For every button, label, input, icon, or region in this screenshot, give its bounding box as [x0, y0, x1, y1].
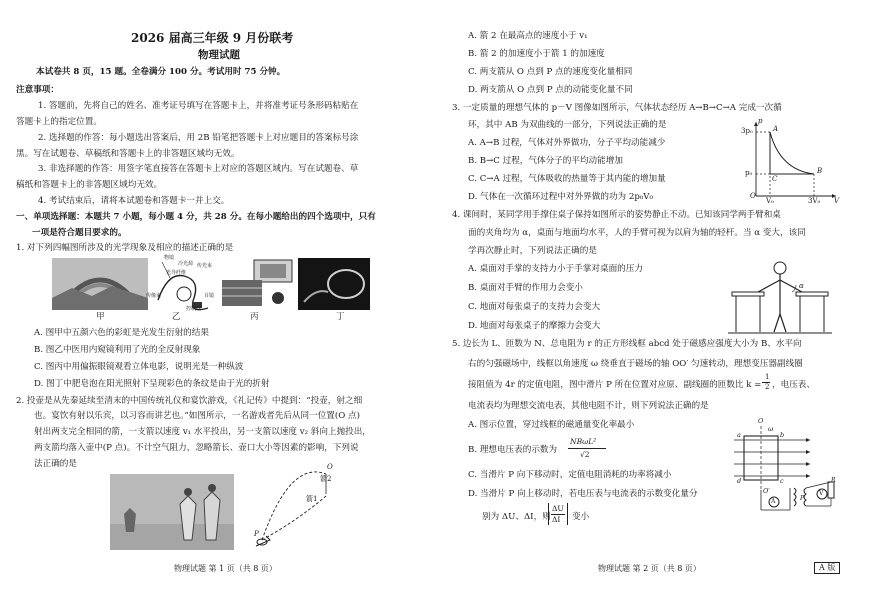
abs-numerator: ΔU [552, 504, 564, 513]
soap-bubble-image [298, 258, 370, 310]
note-line: 黑。写在试题卷、草稿纸和答题卡上的非答题区域均无效。 [16, 149, 240, 159]
x-tick-v0: V₀ [766, 197, 774, 205]
3d-cinema-image [218, 258, 294, 310]
q5-option-d-cont: 别为 ΔU、ΔI，则 [482, 512, 551, 522]
note-line: 答题卡上的指定位置。 [16, 117, 102, 127]
q4-line: 面的夹角均为 α，桌面与地面均水平，人的手臂可视为以肩为轴的轻杆。当 α 变大，该同 [468, 228, 806, 238]
circuit-label: d [737, 477, 742, 485]
q4-option-c: C. 地面对每张桌子的支持力会变大 [468, 302, 601, 312]
q5-line: 电流表均为理想交流电表，其他电阻不计，则下列说法正确的是 [468, 401, 709, 411]
q1-option-d: D. 图丁中肥皂泡在阳光照射下呈现彩色的条纹是由于光的折射 [34, 379, 270, 389]
point-a-label: A [773, 125, 779, 133]
point-c-label: C [772, 175, 778, 183]
voltmeter-symbol: V [819, 490, 824, 497]
b-denominator: √2 [580, 450, 590, 459]
q2-option-d: D. 两支箭从 O 点到 P 点的动能变化量不同 [468, 85, 633, 95]
q3-option-c: C. C→A 过程，气体吸收的热量等于其内能的增加量 [468, 174, 666, 184]
q5-option-d-tail: 变小 [572, 512, 590, 522]
circuit-label: a [737, 431, 741, 439]
q2-option-c: C. 两支箭从 O 点到 P 点的速度变化量相同 [468, 67, 633, 77]
circuit-label: O′ [763, 487, 770, 495]
abs-bar-right [567, 503, 569, 525]
q2-line: 法正确的是 [34, 459, 77, 469]
endoscope-label: 控制线 [186, 306, 202, 312]
abs-bar-left [548, 503, 550, 525]
circuit-label: O [758, 417, 764, 425]
q5-line: 右的匀强磁场中，线框以角速度 ω 绕垂直于磁场的轴 OO′ 匀速转动，理想变压器副线圈 [468, 359, 803, 369]
endoscope-label: 冷光源 [178, 261, 194, 267]
fig-label-c: 丙 [250, 312, 259, 322]
q3-line: 环，其中 AB 为双曲线的一部分，下列说法正确的是 [468, 120, 667, 130]
note-line: 1. 答题前，先将自己的姓名、准考证号填写在答题卡上，并将准考证号条形码粘贴在 [38, 101, 359, 111]
arrow-2-label: 箭2 [320, 475, 332, 483]
q2-option-a: A. 箭 2 在最高点的速度小于 v₁ [468, 31, 588, 41]
slider-label: P [800, 495, 805, 502]
k-numerator: 1 [765, 373, 770, 381]
endoscope-label: 物镜 [164, 255, 175, 261]
exam-subtitle: 物理试题 [198, 49, 240, 61]
section-heading: 一、单项选择题：本题共 7 小题，每小题 4 分，共 28 分。在每小题给出的四个选项中，只有 [16, 212, 376, 222]
axis-v-label: V [834, 197, 840, 205]
student-tables-figure [728, 258, 832, 334]
b-fraction-bar [568, 448, 606, 449]
endoscope-label: 传光束 [197, 263, 213, 269]
circuit-label: b [780, 431, 785, 439]
page-2-footer: 物理试题 第 2 页（共 8 页） [598, 564, 701, 573]
question-1-stem: 1. 对下列四幅图所涉及的光学现象及相应的描述正确的是 [16, 243, 234, 253]
note-line: 稿纸和答题卡上的非答题区域均无效。 [16, 180, 163, 190]
touhu-painting [110, 474, 234, 550]
abs-denominator: ΔI [552, 515, 561, 524]
q4-line: 学再次静止时，下列说法正确的是 [468, 246, 597, 256]
q5-option-d: D. 当滑片 P 向上移动时，若电压表与电流表的示数变化量分 [468, 489, 698, 499]
rainbow-image [52, 258, 148, 310]
q2-line: 射出两支完全相同的箭，一支箭以速度 v₁ 水平投出，另一支箭以速度 v₂ 斜向上抛投出， [34, 427, 371, 437]
arrow-1-label: 箭1 [306, 495, 318, 503]
y-tick-p0: p₀ [745, 169, 753, 177]
note-line: 3. 非选择题的作答：用签字笔直接答在答题卡上对应的答题区域内。写在试题卷、草 [38, 164, 359, 174]
q1-option-b: B. 图乙中医用内窥镜利用了光的全反射现象 [34, 345, 201, 355]
q5-line-tail: ，电压表、 [772, 380, 815, 390]
ammeter-symbol: A [771, 498, 776, 505]
exam-intro: 本试卷共 8 页，15 题。全卷满分 100 分。考试用时 75 分钟。 [36, 67, 286, 77]
q4-option-a: A. 桌面对手掌的支持力小于手掌对桌面的压力 [468, 264, 643, 274]
section-heading-cont: 一项是符合题目要求的。 [32, 228, 127, 238]
q2-option-b: B. 箭 2 的加速度小于箭 1 的加速度 [468, 49, 605, 59]
q3-line: 3. 一定质量的理想气体的 p－V 图像如图所示，气体状态经历 A→B→C→A 完成一次循 [452, 103, 782, 113]
point-o-label: O [327, 463, 333, 471]
q4-option-d: D. 地面对每张桌子的摩擦力会变大 [468, 321, 601, 331]
note-line: 2. 选择题的作答：每小题选出答案后，用 2B 铅笔把答题卡上对应题目的答案标号涂 [38, 133, 359, 143]
generator-transformer-diagram [730, 418, 840, 518]
y-tick-3p0: 3p₀ [741, 127, 753, 135]
axis-p-label: p [758, 117, 763, 125]
x-tick-3v0: 3V₀ [808, 197, 821, 205]
point-b-label: B [817, 167, 823, 175]
q2-line: 两支箭均落入壶中(P 点)。不计空气阻力，忽略箭长、壶口大小等因素的影响，下列说 [34, 443, 359, 453]
point-p-label: P [254, 530, 259, 538]
q4-line: 4. 课间时，某同学用手撑住桌子保持如图所示的姿势静止不动。已知该同学两手臂和桌 [452, 210, 781, 220]
q5-line: 5. 边长为 L、匝数为 N、总电阻为 r 的正方形线框 abcd 处于磁感应强度大小为 B、水平向 [452, 339, 802, 349]
angle-alpha-label: α [799, 282, 804, 290]
version-badge: A 版 [814, 562, 840, 574]
q1-option-a: A. 图甲中五颜六色的彩虹是光发生衍射的结果 [34, 328, 209, 338]
q5-option-a: A. 图示位置，穿过线框的磁通量变化率最小 [468, 420, 635, 430]
circuit-label: ω [768, 425, 774, 433]
q5-option-c: C. 当滑片 P 向下移动时，定值电阻消耗的功率将减小 [468, 470, 672, 480]
page-1-footer: 物理试题 第 1 页（共 8 页） [174, 564, 277, 573]
k-denominator: 2 [765, 383, 770, 391]
exam-title: 2026 届高三年级 9 月份联考 [131, 31, 294, 45]
fig-label-a: 甲 [96, 312, 105, 322]
circuit-label: c [780, 477, 784, 485]
q3-option-b: B. B→C 过程，气体分子的平均动能增加 [468, 156, 623, 166]
b-numerator: NBωL² [570, 437, 597, 446]
endoscope-label: 光导纤维 [166, 270, 187, 276]
origin-label: O [750, 192, 756, 200]
fig-label-b: 乙 [172, 312, 181, 322]
resistor-label: R [831, 477, 836, 484]
q2-line: 也。宴饮有射以乐宾，以习容而讲艺也。”如图所示，一名游戏者先后从同一位置(O 点) [34, 411, 360, 421]
q3-option-d: D. 气体在一次循环过程中对外界做的功为 2p₀V₀ [468, 192, 653, 202]
note-line: 4. 考试结束后，请将本试题卷和答题卡一并上交。 [38, 196, 230, 206]
fig-label-d: 丁 [336, 312, 345, 322]
q4-option-b: B. 桌面对手臂的作用力会变小 [468, 283, 583, 293]
q1-option-c: C. 图丙中用偏振眼镜观看立体电影，说明光是一种纵波 [34, 362, 244, 372]
q5-line: 接阻值为 4r 的定值电阻，图中滑片 P 所在位置对应原、副线圈的匝数比 k = [468, 380, 762, 390]
endoscope-label: 传像束 [146, 293, 162, 299]
q2-line: 2. 投壶是从先秦延续至清末的中国传统礼仪和宴饮游戏，《礼记传》中提到：“投壶，射之细 [16, 396, 363, 406]
endoscope-label: 目镜 [204, 293, 215, 299]
notes-heading: 注意事项： [16, 85, 59, 95]
q5-option-b: B. 理想电压表的示数为 [468, 445, 558, 455]
q3-option-a: A. A→B 过程，气体对外界做功，分子平均动能减少 [468, 138, 666, 148]
